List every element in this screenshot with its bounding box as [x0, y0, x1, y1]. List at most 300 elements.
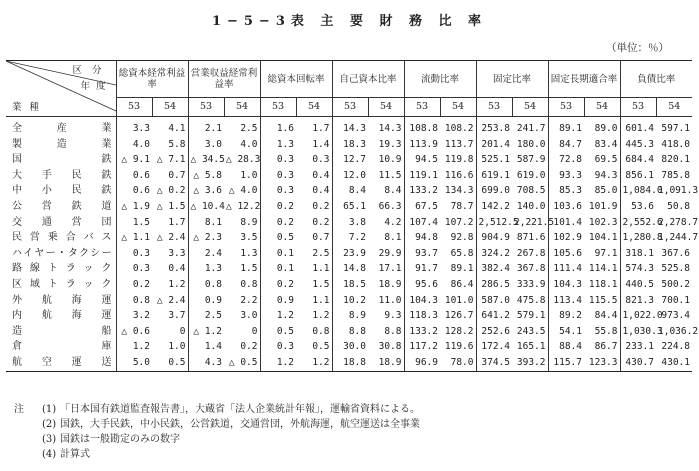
- table-cell: 4.2: [384, 216, 402, 228]
- table-cell: 1.5: [312, 278, 330, 290]
- table-cell: 94.8: [404, 230, 440, 246]
- table-cell: 3.0: [240, 310, 258, 322]
- table-cell: 8.9: [332, 308, 368, 324]
- table-cell: 0.3: [312, 154, 330, 166]
- table-cell: △ 1.5: [156, 200, 186, 212]
- table-cell: 118.3: [404, 308, 440, 324]
- table-cell: △ 0.2: [156, 185, 186, 197]
- financial-ratio-table: [6, 60, 699, 372]
- row-label: 造船: [12, 325, 112, 337]
- group-header: 固定比率: [476, 61, 548, 98]
- year-header: 53: [620, 98, 656, 117]
- table-cell: 10.2: [332, 293, 368, 309]
- year-header: 53: [476, 98, 512, 117]
- table-cell: 0.4: [168, 263, 186, 275]
- table-cell: 699.0: [476, 183, 512, 199]
- corner-header: [6, 61, 116, 117]
- table-cell: 0.5: [152, 355, 188, 371]
- table-cell: 94.3: [594, 169, 618, 181]
- table-cell: 393.2: [512, 355, 548, 371]
- row-label: 内航海運: [12, 310, 112, 322]
- table-cell: 69.5: [594, 154, 618, 166]
- year-header: 53: [188, 98, 224, 117]
- row-label: 公営鉄道: [12, 200, 112, 212]
- table-cell: 4.1: [168, 123, 186, 134]
- footnote-marker: 注: [14, 404, 24, 415]
- table-cell: 65.8: [450, 247, 474, 259]
- table-cell: 133.2: [404, 183, 440, 199]
- table-cell: 1.2: [296, 355, 332, 371]
- table-cell: 108.8: [404, 117, 440, 137]
- table-cell: 1.3: [260, 137, 296, 153]
- table-cell: 0.8: [312, 325, 330, 337]
- footnote-item: [14, 447, 420, 462]
- table-cell: 172.4: [476, 339, 512, 355]
- table-cell: 241.7: [516, 123, 546, 134]
- table-cell: 601.4: [620, 117, 656, 137]
- table-cell: 1.3: [188, 261, 224, 277]
- table-cell: 382.4: [476, 261, 512, 277]
- table-cell: 0.7: [168, 169, 186, 181]
- table-cell: 103.6: [548, 199, 584, 215]
- table-cell: 113.7: [444, 138, 474, 150]
- table-cell: 0.2: [260, 277, 296, 293]
- table-cell: 1.2: [116, 339, 152, 355]
- table-cell: 18.3: [332, 137, 368, 153]
- table-cell: 1.1: [312, 263, 330, 275]
- table-cell: 102.9: [548, 230, 584, 246]
- table-cell: 180.0: [516, 138, 546, 150]
- table-cell: 587.9: [516, 154, 546, 166]
- table-row: [6, 152, 692, 168]
- table-cell: 0.2: [260, 199, 296, 215]
- table-cell: 101.0: [444, 294, 474, 306]
- table-cell: 18.8: [332, 355, 368, 371]
- table-cell: 821.3: [620, 293, 656, 309]
- table-cell: 54.1: [548, 324, 584, 340]
- table-cell: 430.7: [620, 355, 656, 371]
- table-cell: 1,022.0: [620, 308, 656, 324]
- table-cell: 18.5: [332, 277, 368, 293]
- table-cell: 0.2: [116, 277, 152, 293]
- table-row: [6, 261, 692, 277]
- table-cell: 525.1: [476, 152, 512, 168]
- table-cell: 5.8: [168, 138, 186, 150]
- table-row: [6, 168, 692, 184]
- row-label: 外航海運: [12, 294, 112, 306]
- table-cell: 324.2: [476, 246, 512, 262]
- footnote-text: 計算式: [60, 449, 90, 460]
- table-cell: 114.1: [588, 263, 618, 275]
- table-cell: 8.1: [384, 232, 402, 244]
- table-cell: 525.8: [661, 263, 690, 275]
- table-cell: 1.3: [240, 247, 258, 259]
- table-cell: 14.8: [332, 261, 368, 277]
- table-cell: 0.3: [260, 339, 296, 355]
- table-cell: 2.1: [188, 117, 224, 137]
- table-cell: 641.2: [476, 308, 512, 324]
- table-cell: 0.8: [240, 278, 258, 290]
- footnote-marker: [14, 432, 42, 447]
- row-label: 交通営団: [12, 216, 112, 228]
- table-cell: 820.1: [661, 154, 690, 166]
- table-cell: 88.4: [548, 339, 584, 355]
- table-cell: 1.1: [312, 294, 330, 306]
- row-label: 区域トラック: [12, 278, 112, 290]
- table-cell: 115.7: [548, 355, 584, 371]
- table-row: [6, 277, 692, 293]
- table-row: [6, 137, 692, 153]
- table-cell: 66.3: [378, 200, 402, 212]
- table-cell: 700.1: [661, 294, 690, 306]
- table-cell: 23.9: [332, 246, 368, 262]
- table-cell: 597.1: [661, 123, 690, 134]
- table-cell: 1.7: [312, 123, 330, 134]
- table-cell: 0.2: [260, 215, 296, 231]
- table-cell: 267.8: [516, 247, 546, 259]
- group-header: 流動比率: [404, 61, 476, 98]
- row-label: 倉庫: [12, 341, 112, 353]
- table-cell: 973.4: [661, 310, 690, 322]
- table-cell: 140.0: [516, 200, 546, 212]
- table-cell: 119.1: [404, 168, 440, 184]
- year-header: 54: [224, 98, 260, 117]
- table-cell: △ 5.8: [188, 168, 224, 184]
- table-cell: 367.8: [516, 263, 546, 275]
- table-cell: 107.2: [444, 216, 474, 228]
- table-cell: 116.6: [444, 169, 474, 181]
- table-cell: 3.2: [116, 308, 152, 324]
- table-cell: 286.5: [476, 277, 512, 293]
- footnote-item: [14, 432, 420, 447]
- table-cell: 333.9: [516, 278, 546, 290]
- footnote-item: [14, 402, 420, 417]
- table-cell: 2,221.5: [514, 216, 555, 228]
- footnotes: [14, 402, 420, 462]
- footnote-number: (3): [42, 434, 57, 445]
- year-header: 54: [296, 98, 332, 117]
- table-cell: 3.3: [116, 117, 152, 137]
- table-cell: 67.5: [404, 199, 440, 215]
- table-cell: 8.8: [384, 325, 402, 337]
- table-row: [6, 215, 692, 231]
- table-row: [6, 293, 692, 309]
- table-cell: 55.8: [594, 325, 618, 337]
- table-cell: 0.1: [260, 261, 296, 277]
- year-header: 54: [512, 98, 548, 117]
- table-cell: △ 0.5: [224, 355, 260, 371]
- table-cell: 201.4: [476, 137, 512, 153]
- year-header: 54: [584, 98, 620, 117]
- year-header: 54: [152, 98, 188, 117]
- table-cell: 83.4: [594, 138, 618, 150]
- table-cell: 86.4: [450, 278, 474, 290]
- table-cell: 78.7: [450, 200, 474, 212]
- table-cell: 4.3: [188, 355, 224, 371]
- footnote-text: 国鉄，大手民鉄，中小民鉄，公営鉄道，交通営団，外航海運，航空運送は全事業: [60, 419, 420, 430]
- table-cell: 224.8: [661, 341, 690, 353]
- table-cell: 3.3: [168, 247, 186, 259]
- table-cell: 1.0: [240, 169, 258, 181]
- table-cell: 84.4: [594, 310, 618, 322]
- table-cell: 0.4: [312, 185, 330, 197]
- table-cell: 101.9: [588, 200, 618, 212]
- table-cell: 0.9: [188, 293, 224, 309]
- table-cell: 587.0: [476, 293, 512, 309]
- table-cell: 1.2: [260, 308, 296, 324]
- table-cell: 17.1: [378, 263, 402, 275]
- table-cell: 0.2: [240, 341, 258, 353]
- table-cell: 1.5: [116, 215, 152, 231]
- row-label: 製造業: [12, 138, 112, 150]
- table-cell: 318.1: [620, 246, 656, 262]
- table-cell: 72.8: [548, 152, 584, 168]
- row-label: ハイヤー・タクシー: [12, 247, 112, 259]
- footnote-marker: [14, 447, 42, 462]
- table-cell: 65.1: [332, 199, 368, 215]
- table-cell: 93.3: [548, 168, 584, 184]
- row-label: 航空運送: [6, 355, 116, 371]
- row-label: 全産業: [12, 123, 112, 134]
- table-cell: 30.0: [332, 339, 368, 355]
- table-cell: 91.7: [404, 261, 440, 277]
- table-row: [6, 324, 692, 340]
- table-cell: 2,552.6: [620, 215, 656, 231]
- table-cell: 0.2: [312, 216, 330, 228]
- table-cell: 89.0: [594, 123, 618, 134]
- footnote-marker: [14, 417, 42, 432]
- table-cell: 8.8: [332, 324, 368, 340]
- table-cell: 108.2: [444, 123, 474, 134]
- table-cell: △ 4.0: [228, 185, 258, 197]
- table-cell: 579.1: [516, 310, 546, 322]
- table-cell: 1.2: [168, 278, 186, 290]
- table-cell: △ 1.9: [116, 199, 152, 215]
- table-cell: 105.6: [548, 246, 584, 262]
- table-cell: △ 2.4: [156, 294, 186, 306]
- table-cell: 0.1: [260, 246, 296, 262]
- table-cell: △ 2.3: [188, 230, 224, 246]
- year-header: 53: [260, 98, 296, 117]
- table-cell: 8.4: [384, 185, 402, 197]
- table-cell: △ 7.1: [156, 154, 186, 166]
- table-cell: 1,030.3: [620, 324, 656, 340]
- table-cell: 0.4: [312, 169, 330, 181]
- table-cell: 101.4: [548, 215, 584, 231]
- table-cell: 11.5: [378, 169, 402, 181]
- group-header: 負債比率: [620, 61, 692, 98]
- year-header: 54: [368, 98, 404, 117]
- table-cell: 0.6: [116, 168, 152, 184]
- table-cell: 126.7: [444, 310, 474, 322]
- table-cell: 8.4: [332, 183, 368, 199]
- table-cell: 12.7: [332, 152, 368, 168]
- table-cell: 113.9: [404, 137, 440, 153]
- table-cell: 430.1: [656, 355, 692, 371]
- footnote-text: 「日本国有鉄道監査報告書」，大蔵省「法人企業統計年報」，運輸省資料による。: [60, 404, 420, 415]
- table-row: [6, 183, 692, 199]
- table-title: 1−5−3表 主 要 財 務 比 率: [211, 14, 488, 29]
- table-row: [6, 355, 692, 371]
- group-header: 自己資本比率: [332, 61, 404, 98]
- table-cell: 14.3: [332, 117, 368, 137]
- table-cell: 134.3: [444, 185, 474, 197]
- table-cell: 107.4: [404, 215, 440, 231]
- table-cell: 3.5: [240, 232, 258, 244]
- table-cell: 0.3: [260, 183, 296, 199]
- table-cell: 93.7: [404, 246, 440, 262]
- table-cell: 2.5: [312, 247, 330, 259]
- table-cell: △ 3.6: [188, 183, 224, 199]
- table-cell: △ 1.2: [188, 324, 224, 340]
- table-cell: 0.8: [116, 293, 152, 309]
- table-row: [6, 339, 692, 355]
- table-cell: 133.2: [404, 324, 440, 340]
- table-row: [6, 117, 692, 137]
- table-cell: 18.9: [378, 278, 402, 290]
- table-cell: 2,278.7: [658, 216, 699, 228]
- table-cell: 3.0: [188, 137, 224, 153]
- table-cell: 104.3: [548, 277, 584, 293]
- table-cell: 475.8: [516, 294, 546, 306]
- table-cell: 1.5: [240, 263, 258, 275]
- table-cell: 0.9: [260, 293, 296, 309]
- table-cell: 3.8: [332, 215, 368, 231]
- table-cell: △ 12.2: [226, 200, 261, 212]
- table-row: [6, 246, 692, 262]
- table-cell: 4.0: [240, 138, 258, 150]
- table-cell: 89.2: [548, 308, 584, 324]
- table-cell: 9.3: [384, 310, 402, 322]
- corner-year-label: 年度: [80, 81, 112, 92]
- table-cell: 1,091.3: [658, 185, 699, 197]
- table-cell: 0.7: [312, 232, 330, 244]
- year-header: 53: [332, 98, 368, 117]
- table-cell: 0.3: [116, 261, 152, 277]
- table-cell: 30.8: [378, 341, 402, 353]
- table-cell: 85.0: [594, 185, 618, 197]
- table-cell: 5.0: [116, 355, 152, 371]
- table-cell: 19.3: [378, 138, 402, 150]
- table-cell: 684.4: [620, 152, 656, 168]
- group-header: 固定長期適合率: [548, 61, 620, 98]
- table-cell: 111.4: [548, 261, 584, 277]
- table-cell: 119.6: [444, 341, 474, 353]
- footnote-number: (4): [42, 449, 57, 460]
- table-cell: 7.2: [332, 230, 368, 246]
- table-cell: 2.2: [240, 294, 258, 306]
- table-cell: 1.4: [188, 339, 224, 355]
- corner-category-label: 区分: [72, 65, 112, 76]
- table-cell: 0: [179, 325, 186, 337]
- row-label: 大手民鉄: [12, 169, 112, 181]
- footnote-number: (2): [42, 419, 57, 430]
- table-cell: 1.4: [312, 138, 330, 150]
- footnote-text: 国鉄は一般勘定のみの数字: [60, 434, 180, 445]
- table-cell: 29.9: [378, 247, 402, 259]
- table-cell: 94.5: [404, 152, 440, 168]
- row-label: 国鉄: [12, 154, 112, 166]
- table-cell: 252.6: [476, 324, 512, 340]
- table-cell: 78.0: [440, 355, 476, 371]
- table-cell: 418.0: [661, 138, 690, 150]
- table-row: [6, 199, 692, 215]
- table-cell: 104.1: [588, 232, 618, 244]
- table-cell: 12.0: [332, 168, 368, 184]
- table-cell: 856.1: [620, 168, 656, 184]
- table-cell: 86.7: [594, 341, 618, 353]
- row-label: 路線トラック: [12, 263, 112, 275]
- table-cell: 123.3: [584, 355, 620, 371]
- table-cell: 233.1: [620, 339, 656, 355]
- table-cell: 1.2: [312, 310, 330, 322]
- table-cell: 1,084.0: [620, 183, 656, 199]
- table-cell: 0.8: [188, 277, 224, 293]
- table-cell: 785.8: [661, 169, 690, 181]
- table-cell: 0.2: [312, 200, 330, 212]
- table-cell: 104.3: [404, 293, 440, 309]
- table-cell: 0: [251, 325, 258, 337]
- footnote-item: [14, 417, 420, 432]
- table-cell: 92.8: [450, 232, 474, 244]
- table-cell: 8.9: [240, 216, 258, 228]
- table-cell: 904.9: [476, 230, 512, 246]
- table-cell: 113.4: [548, 293, 584, 309]
- table-cell: 367.6: [661, 247, 690, 259]
- table-cell: 1.2: [260, 355, 296, 371]
- table-cell: 500.2: [661, 278, 690, 290]
- year-header: 53: [404, 98, 440, 117]
- table-cell: 128.2: [444, 325, 474, 337]
- table-cell: 4.0: [116, 137, 152, 153]
- table-cell: 2.5: [240, 123, 258, 134]
- table-row: [6, 308, 692, 324]
- group-header: 総資本経常利益率: [116, 61, 188, 98]
- table-cell: 89.1: [450, 263, 474, 275]
- table-cell: △ 2.4: [156, 232, 186, 244]
- table-cell: 96.9: [404, 355, 440, 371]
- table-cell: △ 9.1: [116, 152, 152, 168]
- table-cell: 18.9: [368, 355, 404, 371]
- table-cell: 440.5: [620, 277, 656, 293]
- table-cell: 117.2: [404, 339, 440, 355]
- table-cell: 115.5: [588, 294, 618, 306]
- table-cell: 102.3: [588, 216, 618, 228]
- table-cell: 243.5: [516, 325, 546, 337]
- table-cell: 2,512.5: [476, 215, 512, 231]
- table-cell: 1,280.8: [620, 230, 656, 246]
- table-cell: △ 0.6: [116, 324, 152, 340]
- table-cell: 84.7: [548, 137, 584, 153]
- year-header: 53: [116, 98, 152, 117]
- table-body: [6, 117, 699, 372]
- corner-industry-label: 業種: [12, 102, 48, 113]
- table-cell: 619.1: [476, 168, 512, 184]
- table-cell: 89.1: [548, 117, 584, 137]
- table-cell: 85.3: [548, 183, 584, 199]
- table-cell: 0.5: [312, 341, 330, 353]
- table-cell: 10.9: [378, 154, 402, 166]
- table-cell: 1.0: [168, 341, 186, 353]
- row-label: 中小民鉄: [12, 185, 112, 197]
- table-cell: 871.6: [516, 232, 546, 244]
- row-label: 民営乗合バス: [12, 232, 112, 244]
- table-cell: 2.5: [188, 308, 224, 324]
- footnote-number: (1): [42, 404, 57, 415]
- table-cell: 0.6: [116, 183, 152, 199]
- unit-label: （単位：％）: [606, 42, 669, 54]
- table-cell: 119.8: [444, 154, 474, 166]
